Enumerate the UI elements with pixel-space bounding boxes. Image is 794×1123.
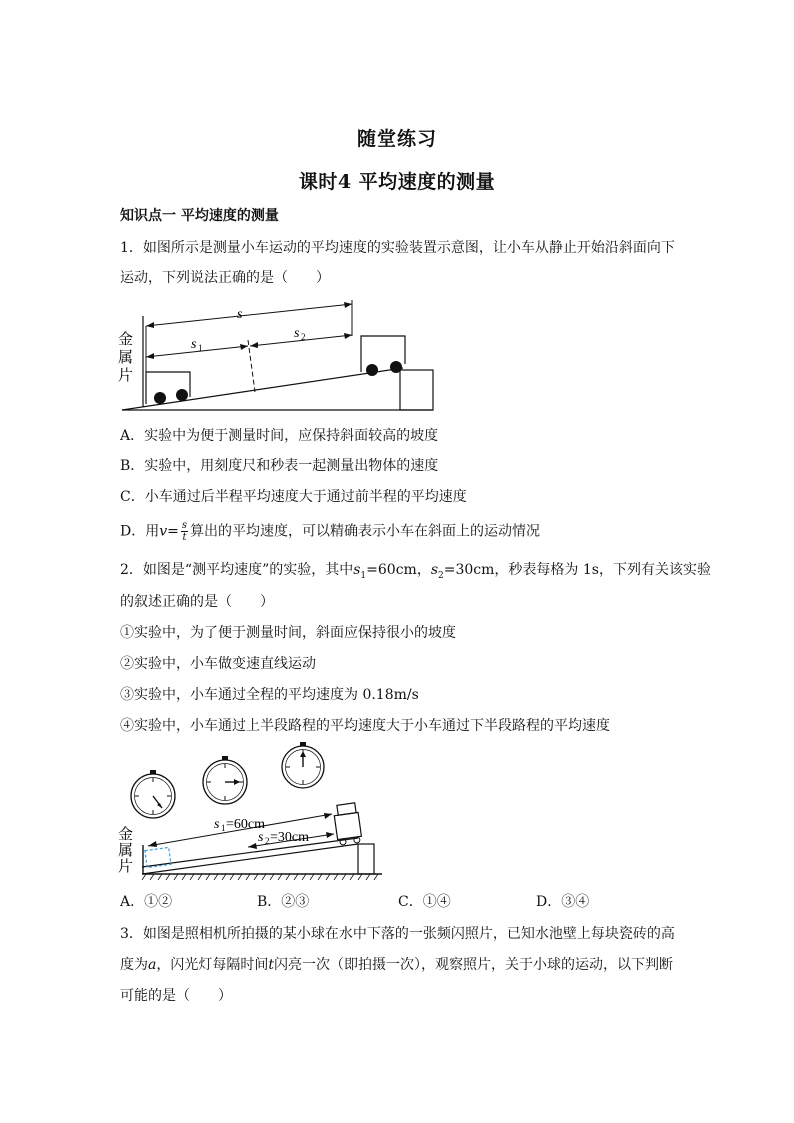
q1-stem-line1: 1．如图所示是测量小车运动的平均速度的实验装置示意图，让小车从静止开始沿斜面向下 [120,240,675,256]
stopwatch-icon [203,756,247,804]
q1-label-s2: s [294,326,300,341]
lesson-subtitle: 课时4 平均速度的测量 [298,171,496,193]
q3-stem-text-b: ，闪光灯每隔时间 [156,957,269,973]
q1-fraction-denominator: t [182,532,187,543]
q2-stem-line1 [120,560,711,586]
q1-option-b[interactable]: B．实验中，用刻度尺和秒表一起测量出物体的速度 [120,458,439,474]
q2-stem-s2: s [430,562,439,578]
q1-label-s: s [237,307,243,322]
q3-stem-line2 [120,955,673,975]
q2-fig-s1-value: =60cm [226,817,265,832]
q2-fig-s1-sub: 1 [221,823,226,833]
stopwatch-icon [131,770,175,818]
q1-option-d-fraction [181,520,188,543]
q1-option-a[interactable]: A．实验中为便于测量时间，应保持斜面较高的坡度 [120,428,439,444]
q3-stem-text-a: 度为 [120,957,148,973]
q3-stem-a: a [148,957,157,973]
q2-plate-label-1: 金 [118,827,134,843]
q3-stem-t: t [268,957,274,973]
q1-option-c[interactable]: C．小车通过后半程平均速度大于通过前半程的平均速度 [120,489,467,505]
q2-stem-s1: s [353,562,361,578]
q2-statement-1: ①实验中，为了便于测量时间，斜面应保持很小的坡度 [120,625,456,641]
q3-stem-text-c: 闪亮一次（即拍摄一次），观察照片，关于小球的运动，以下判断 [274,957,673,973]
q1-option-d[interactable] [120,520,540,543]
q1-plate-label-3: 片 [118,368,134,384]
q2-plate-label-3: 片 [118,859,134,875]
q2-option-d[interactable]: D．③④ [536,894,590,910]
q1-fraction-numerator: s [181,520,188,531]
q2-stem-text-a: 2．如图是“测平均速度”的实验，其中 [120,562,354,578]
stopwatch-icon [282,742,324,788]
q2-option-a[interactable]: A．①② [120,894,173,910]
q2-fig-s2-value: =30cm [270,830,309,845]
q1-plate-label-1: 金 [118,332,134,348]
q2-option-c[interactable]: C．①④ [398,894,451,910]
q2-stem-s1-sub: 1 [360,570,367,581]
q1-incline-figure [118,296,438,414]
q2-stem-eq1: =60cm， [366,562,431,578]
q2-statement-2: ②实验中，小车做变速直线运动 [120,656,316,672]
q1-label-s2-sub: 2 [301,332,306,342]
q2-fig-s1: s [214,817,220,832]
q1-option-d-prefix: D．用 [120,523,160,540]
q1-plate-label-2: 属 [118,350,134,366]
q2-statement-3: ③实验中，小车通过全程的平均速度为 0.18m/s [120,687,419,703]
q3-stem-line1: 3．如图是照相机所拍摄的某小球在水中下落的一张频闪照片，已知水池壁上每块瓷砖的高 [120,926,675,942]
q1-option-d-eq: = [167,523,179,540]
q1-label-s1-sub: 1 [198,343,203,353]
q2-option-b[interactable]: B．②③ [257,894,310,910]
section-heading: 知识点一 平均速度的测量 [120,208,279,224]
q2-statement-4: ④实验中，小车通过上半段路程的平均速度大于小车通过下半段路程的平均速度 [120,718,610,734]
q2-stem-line2: 的叙述正确的是（ ） [120,594,274,610]
q2-plate-label-2: 属 [118,843,134,859]
q2-stem-s2-sub: 2 [438,570,444,581]
q3-stem-line3: 可能的是（ ） [120,988,232,1004]
q1-option-d-v: v [159,523,168,540]
q2-fig-s2-sub: 2 [265,836,270,846]
q2-stem-eq2: =30cm，秒表每格为 1s，下列有关该实验 [443,562,711,578]
q1-label-s1: s [191,337,197,352]
q1-option-d-suffix: 算出的平均速度，可以精确表示小车在斜面上的运动情况 [190,523,541,540]
q1-stem-line2: 运动，下列说法正确的是（ ） [120,270,330,286]
q2-fig-s2: s [258,830,264,845]
q2-stopwatch-figure [118,742,390,882]
page-title: 随堂练习 [356,128,437,150]
